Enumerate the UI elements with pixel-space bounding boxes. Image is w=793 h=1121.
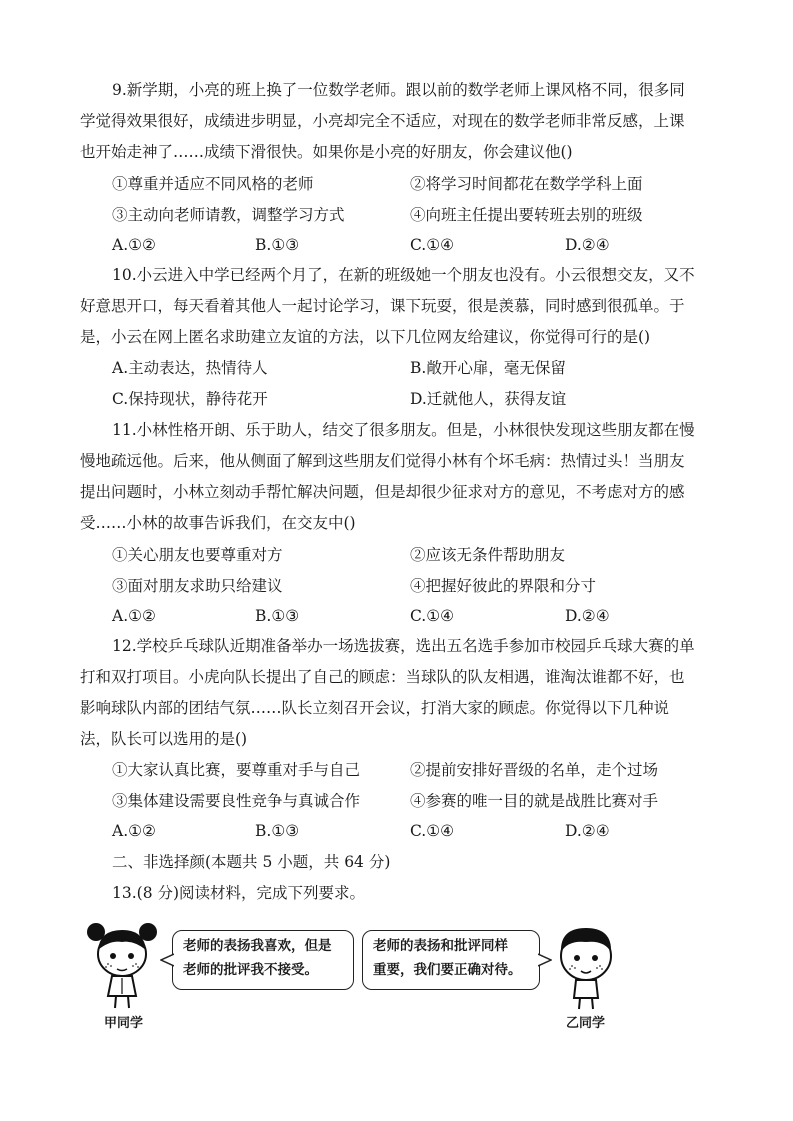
q12-choice-d: D.②④ (565, 822, 610, 840)
q12-choice-a: A.①② (112, 822, 156, 840)
boy-figure-icon (548, 918, 624, 1010)
q9-choice-a: A.①② (112, 236, 156, 254)
q12-item-3: ③集体建设需要良性竞争与真诚合作 (112, 792, 361, 810)
q12-item-2: ②提前安排好晋级的名单，走个过场 (410, 761, 659, 779)
right-speech-bubble (362, 930, 540, 990)
q9-item-2: ②将学习时间都花在数学学科上面 (410, 175, 643, 193)
q9-item-4: ④向班主任提出要转班去别的班级 (410, 206, 643, 224)
q10-choice-c: C.保持现状，静待花开 (112, 390, 268, 408)
left-bubble-tail-icon (160, 952, 174, 968)
q12-line-4: 法，队长可以选用的是() (80, 730, 248, 748)
q11-item-2: ②应该无条件帮助朋友 (410, 546, 566, 564)
q12-item-4: ④参赛的唯一目的就是战胜比赛对手 (410, 792, 659, 810)
q9-choice-c: C.①④ (410, 236, 455, 254)
q10-choice-b: B.敞开心扉，毫无保留 (410, 359, 566, 377)
right-caption: 乙同学 (566, 1016, 606, 1031)
q9-choice-d: D.②④ (565, 236, 610, 254)
q11-choice-b: B.①③ (255, 607, 300, 625)
q11-item-4: ④把握好彼此的界限和分寸 (410, 577, 597, 595)
q9-line-2: 学觉得效果很好，成绩进步明显，小亮却完全不适应，对现在的数学老师非常反感，上课 (80, 112, 685, 130)
q11-choice-a: A.①② (112, 607, 156, 625)
q12-line-1: 12.学校乒乓球队近期准备举办一场选拔赛，选出五名选手参加市校园乒乓球大赛的单 (112, 637, 695, 655)
left-bubble-line-2: 老师的批评我不接受。 (183, 962, 318, 978)
right-bubble-line-2: 重要，我们要正确对待。 (373, 962, 522, 978)
q11-choice-d: D.②④ (565, 607, 610, 625)
q12-item-1: ①大家认真比赛，要尊重对手与自己 (112, 761, 361, 779)
q11-line-1: 11.小林性格开朗、乐于助人，结交了很多朋友。但是，小林很快发现这些朋友都在慢 (112, 421, 695, 439)
q10-choice-d: D.迁就他人，获得友谊 (410, 390, 567, 408)
q13-prompt: 13.(8 分)阅读材料，完成下列要求。 (112, 884, 366, 902)
q9-item-3: ③主动向老师请教，调整学习方式 (112, 206, 345, 224)
q12-line-2: 打和双打项目。小虎向队长提出了自己的顾虑：当球队的队友相遇，谁淘汰谁都不好，也 (80, 668, 685, 686)
right-bubble-line-1: 老师的表扬和批评同样 (373, 938, 508, 954)
q11-choice-c: C.①④ (410, 607, 455, 625)
q9-item-1: ①尊重并适应不同风格的老师 (112, 175, 314, 193)
q10-choice-a: A.主动表达，热情待人 (112, 359, 268, 377)
q10-line-1: 10.小云进入中学已经两个月了，在新的班级她一个朋友也没有。小云很想交友，又不 (112, 266, 695, 284)
q11-item-1: ①关心朋友也要尊重对方 (112, 546, 283, 564)
q11-line-4: 受……小林的故事告诉我们，在交友中() (80, 514, 356, 532)
q10-line-2: 好意思开口，每天看着其他人一起讨论学习，课下玩耍，很是羡慕，同时感到很孤单。于 (80, 297, 685, 315)
q12-choice-b: B.①③ (255, 822, 300, 840)
q12-line-3: 影响球队内部的团结气氛……队长立刻召开会议，打消大家的顾虑。你觉得以下几种说 (80, 699, 670, 717)
q9-line-1: 9.新学期，小亮的班上换了一位数学老师。跟以前的数学老师上课风格不同，很多同 (112, 81, 685, 99)
q11-item-3: ③面对朋友求助只给建议 (112, 577, 283, 595)
left-caption: 甲同学 (104, 1016, 144, 1031)
section-heading: 二、非选择颜(本题共 5 小题，共 64 分) (112, 853, 391, 871)
q9-choice-b: B.①③ (255, 236, 300, 254)
q11-line-3: 提出问题时，小林立刻动手帮忙解决问题，但是却很少征求对方的意见，不考虑对方的感 (80, 483, 685, 501)
girl-figure-icon (82, 918, 162, 1010)
left-speech-bubble (172, 930, 354, 990)
q12-choice-c: C.①④ (410, 822, 455, 840)
q10-line-3: 是，小云在网上匿名求助建立友谊的方法，以下几位网友给建议，你觉得可行的是() (80, 328, 651, 346)
q11-line-2: 慢地疏远他。后来，他从侧面了解到这些朋友们觉得小林有个坏毛病：热情过头！当朋友 (80, 452, 685, 470)
q9-line-3: 也开始走神了……成绩下滑很快。如果你是小亮的好朋友，你会建议他() (80, 143, 573, 161)
left-bubble-line-1: 老师的表扬我喜欢，但是 (183, 938, 332, 954)
